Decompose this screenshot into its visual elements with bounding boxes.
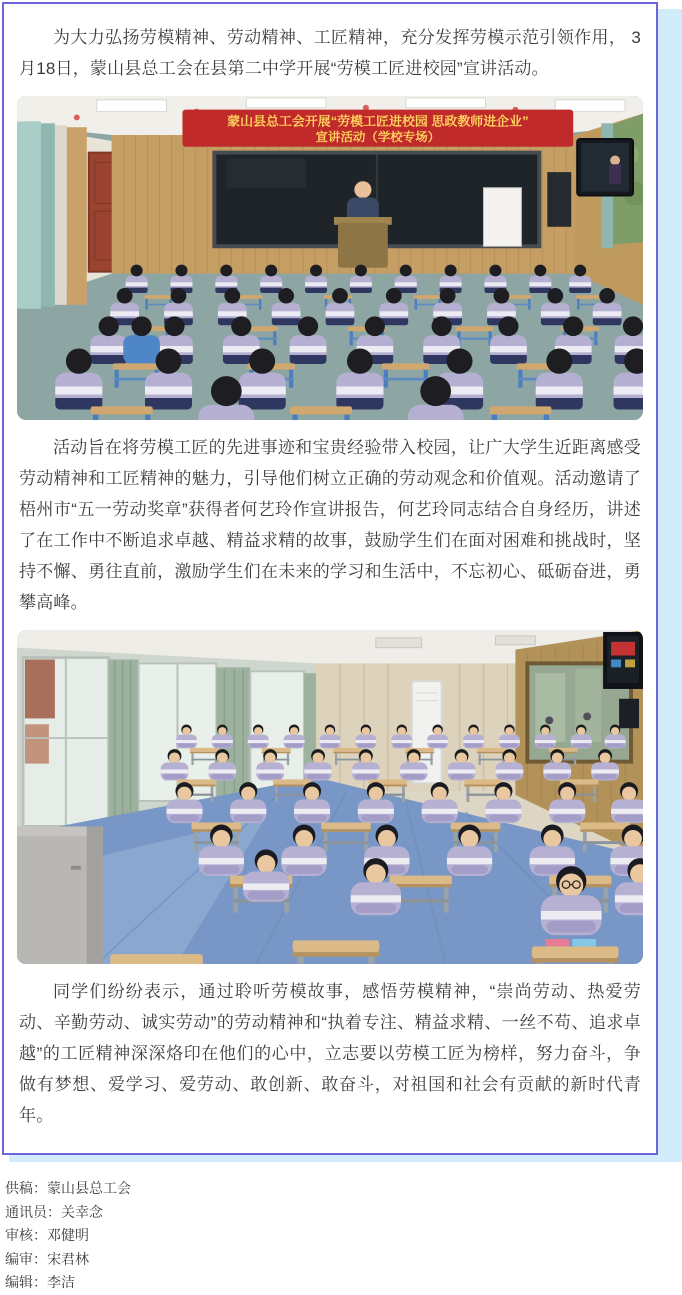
classroom-speech-illustration: [17, 96, 643, 420]
paragraph-feedback: 同学们纷纷表示，通过聆听劳模故事，感悟劳模精神，“崇尚劳动、热爱劳动、辛勤劳动、诚实劳动”的劳动精神和“执着专注、精益求精、一丝不苟、追求卓越”的工匠精神深深烙印在他们的心中，立志要以劳模工匠为榜样，努力奋斗，争做有梦想、爱学习、爱劳动、敢创新、敢奋斗，对祖国和社会有贡献的新时代青年。: [19, 982, 641, 1125]
article-content-card: [2, 2, 658, 1155]
photo-classroom-front-view[interactable]: [17, 630, 643, 964]
credit-contributor: 供稿：蒙山县总工会: [5, 1180, 131, 1196]
photo-classroom-back-view[interactable]: [17, 96, 643, 420]
paragraph-intro: 为大力弘扬劳模精神、劳动精神、工匠精神，充分发挥劳模示范引领作用， 3月18日，蒙山县总工会在县第二中学开展“劳模工匠进校园”宣讲活动。: [19, 28, 641, 78]
credit-correspondent: 通讯员：关幸念: [5, 1203, 103, 1220]
credit-editor: 编辑：李洁: [5, 1274, 75, 1290]
paragraph-activity: 活动旨在将劳模工匠的先进事迹和宝贵经验带入校园，让广大学生近距离感受劳动精神和工匠精神的魅力，引导他们树立正确的劳动观念和价值观。活动邀请了梧州市“五一劳动奖章”获得者何艺玲作宣讲报告，何艺玲同志结合自身经历，讲述了在工作中不断追求卓越、精益求精的故事，鼓励学生们在面对困难和挑战时，坚持不懈、勇往直前，激励学生们在未来的学习和生活中，不忘初心、砥砺奋进，勇攀高峰。: [19, 438, 641, 612]
credit-reviewer: 审核：邓健明: [5, 1227, 89, 1243]
credit-senior-editor: 编审：宋君林: [5, 1250, 89, 1267]
article-credits: [5, 1177, 682, 1295]
banner-text-line2: 宣讲活动（学校专场）: [315, 130, 441, 144]
classroom-students-illustration: [17, 630, 643, 964]
banner-text-line1: 蒙山县总工会开展“劳模工匠进校园 思政教师进企业”: [227, 113, 529, 129]
